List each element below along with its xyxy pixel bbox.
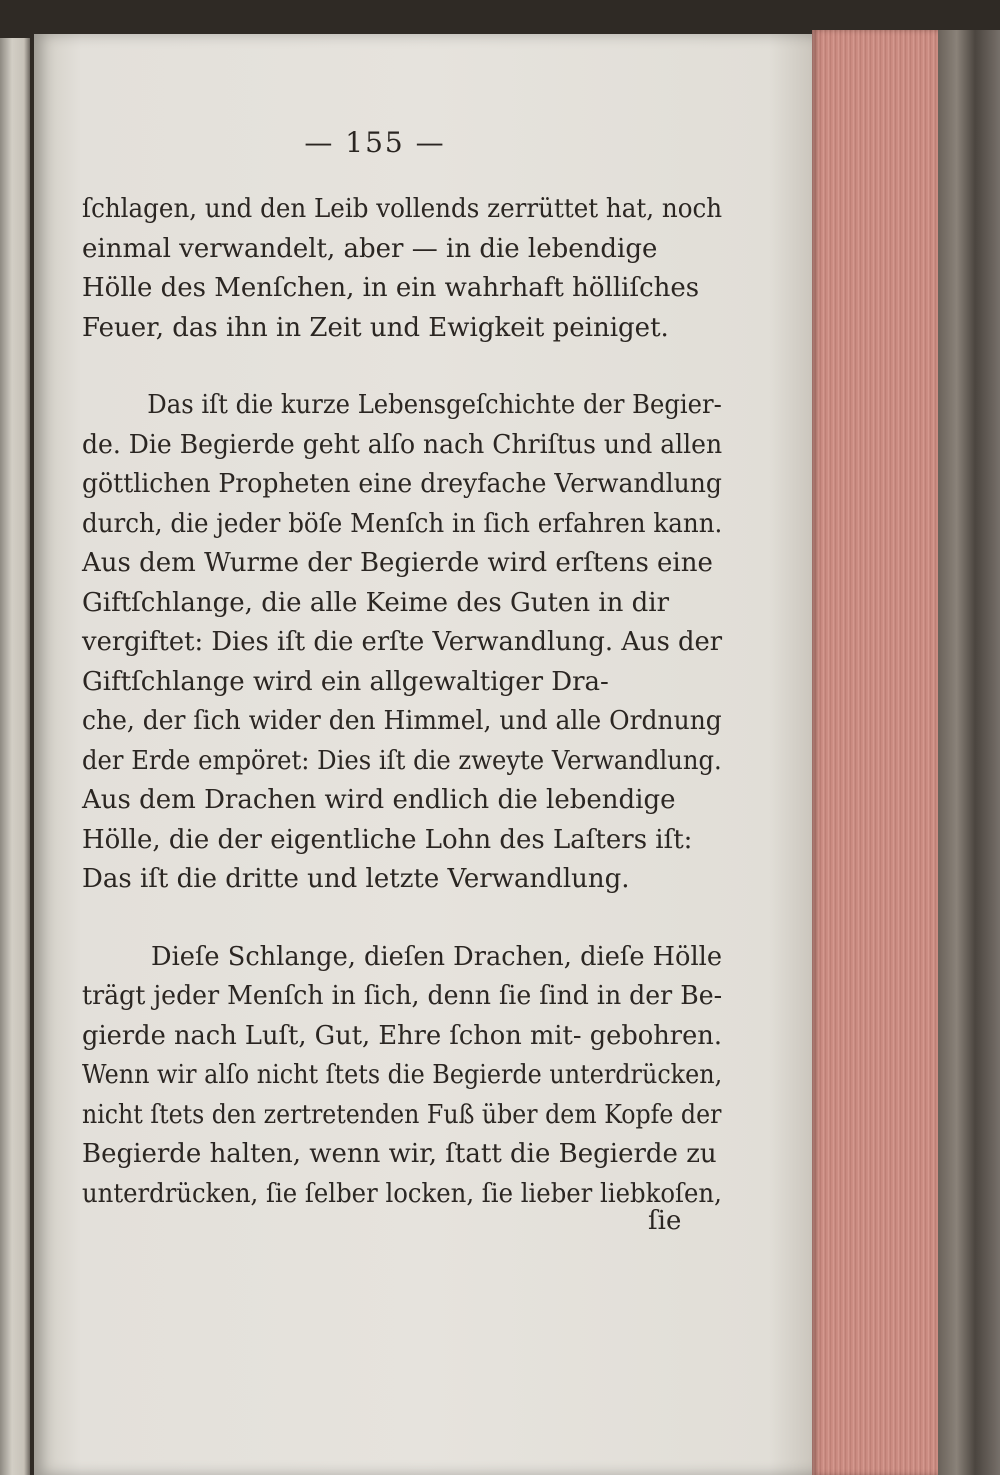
text-line: Begierde halten, wenn wir, ſtatt die Begierde zu — [82, 1139, 717, 1169]
text-line: ſchlagen, und den Leib vollends zerrüttet hat, noch — [82, 194, 723, 224]
text-line: Dieſe Schlange, dieſen Drachen, dieſe Hölle — [151, 941, 723, 972]
text-line: Das iſt die kurze Lebensgeſchichte der Begier- — [147, 390, 722, 420]
text-line: göttlichen Propheten eine dreyfache Verwandlung — [82, 469, 722, 499]
text-line: durch, die jeder böſe Menſch in ſich erfahren kann. — [82, 508, 723, 539]
text-line: Aus dem Drachen wird endlich die lebendige — [82, 785, 676, 815]
text-line: unterdrücken, ſie ſelber locken, ſie lieber liebkoſen, — [82, 1178, 722, 1209]
text-line: trägt jeder Menſch in ſich, denn ſie ſind in der Be- — [82, 981, 723, 1011]
text-line: de. Die Begierde geht alſo nach Chriſtus und allen — [82, 429, 723, 460]
text-line: che, der ſich wider den Himmel, und alle Ordnung — [82, 706, 722, 736]
text-line: Hölle des Menſchen, in ein wahrhaft hölliſches — [82, 273, 700, 303]
text-line: Das iſt die dritte und letzte Verwandlung. — [82, 864, 630, 894]
text-line: einmal verwandelt, aber — in die lebendige — [82, 233, 658, 264]
text-line: der Erde empöret: Dies iſt die zweyte Verwandlung. — [82, 745, 722, 776]
text-line: Feuer, das ihn in Zeit und Ewigkeit peiniget. — [82, 312, 669, 343]
text-line: Hölle, die der eigentliche Lohn des Laſters iſt: — [82, 824, 693, 855]
catchword: ſie — [648, 1206, 682, 1236]
text-line: nicht ſtets den zertretenden Fuß über dem Kopfe der — [82, 1099, 722, 1130]
book-cover — [938, 30, 1000, 1475]
text-line: vergiftet: Dies iſt die erſte Verwandlung. Aus der — [82, 627, 723, 657]
body-text — [82, 190, 722, 1214]
facing-page-edge — [0, 38, 30, 1475]
text-line: Giftſchlange wird ein allgewaltiger Dra- — [82, 666, 609, 697]
paragraph-1 — [82, 190, 722, 348]
text-line: gierde nach Luſt, Gut, Ehre ſchon mit- gebohren. — [82, 1020, 722, 1051]
paragraph-3 — [82, 938, 722, 1215]
text-line: Wenn wir alſo nicht ſtets die Begierde unterdrücken, — [82, 1060, 723, 1090]
text-line: Giftſchlange, die alle Keime des Guten in dir — [82, 587, 670, 618]
paragraph-2 — [82, 386, 722, 900]
page-block-edge — [812, 30, 942, 1475]
page-number: — 155 — — [304, 126, 446, 159]
text-line: Aus dem Wurme der Begierde wird erſtens eine — [82, 548, 713, 578]
